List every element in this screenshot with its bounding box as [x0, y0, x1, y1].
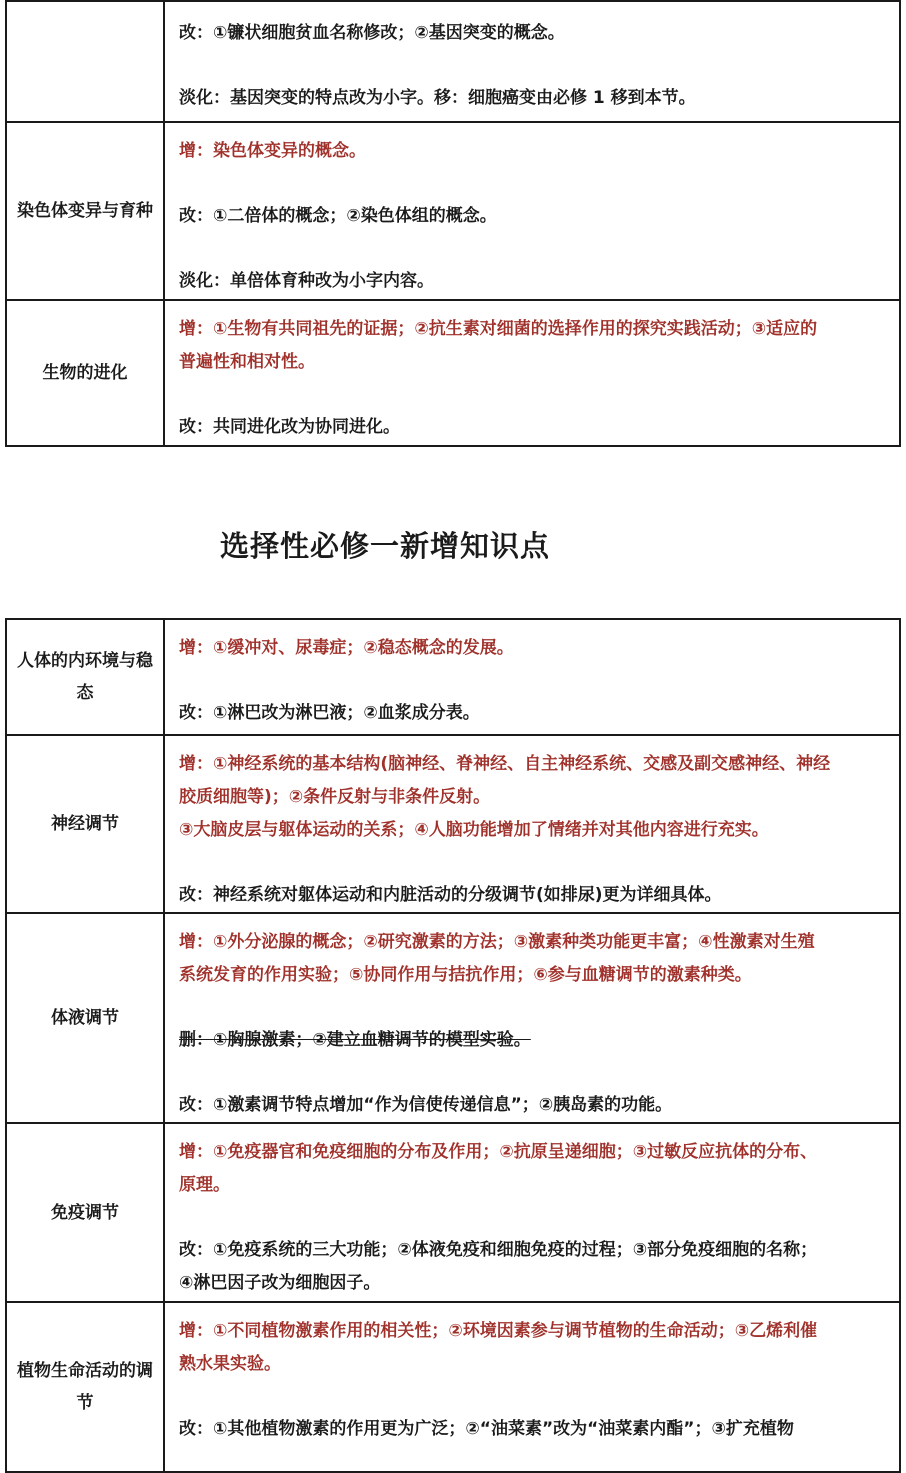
topic-cell: 染色体变异与育种 — [6, 122, 164, 300]
table-row — [6, 619, 900, 735]
table-row — [6, 1123, 900, 1302]
table-row — [6, 300, 900, 446]
added-content-line: 原理。 — [179, 1175, 230, 1195]
table1-body — [6, 1, 900, 446]
spacer — [179, 50, 887, 82]
content-line: 改：①二倍体的概念；②染色体组的概念。 — [179, 206, 497, 226]
spacer — [179, 1057, 887, 1089]
content-cell — [164, 300, 900, 446]
knowledge-table-1 — [5, 0, 901, 447]
spacer — [179, 1202, 887, 1234]
spacer — [179, 992, 887, 1024]
table-row — [6, 913, 900, 1123]
added-content-line: 增：①神经系统的基本结构(脑神经、脊神经、自主神经系统、交感及副交感神经、神经 — [179, 754, 831, 774]
content-line: ④淋巴因子改为细胞因子。 — [179, 1273, 381, 1293]
added-content-line: 增：染色体变异的概念。 — [179, 141, 366, 161]
spacer — [179, 233, 887, 265]
table2-body — [6, 619, 900, 1472]
content-cell — [164, 913, 900, 1123]
added-content-line: ③大脑皮层与躯体运动的关系；④人脑功能增加了情绪并对其他内容进行充实。 — [179, 820, 769, 840]
knowledge-table-2 — [5, 618, 901, 1473]
spacer — [179, 665, 887, 697]
content-cell — [164, 619, 900, 735]
added-content-line: 增：①免疫器官和免疫细胞的分布及作用；②抗原呈递细胞；③过敏反应抗体的分布、 — [179, 1142, 818, 1162]
added-content-line: 系统发育的作用实验；⑤协同作用与拮抗作用；⑥参与血糖调节的激素种类。 — [179, 965, 752, 985]
topic-cell: 体液调节 — [6, 913, 164, 1123]
content-line: 改：①其他植物激素的作用更为广泛；②“油菜素”改为“油菜素内酯”；③扩充植物 — [179, 1419, 794, 1439]
topic-cell: 植物生命活动的调节 — [6, 1302, 164, 1472]
topic-cell: 神经调节 — [6, 735, 164, 913]
content-cell — [164, 1302, 900, 1472]
added-content-line: 熟水果实验。 — [179, 1354, 281, 1374]
topic-cell — [6, 1, 164, 122]
added-content-line: 普遍性和相对性。 — [179, 352, 315, 372]
table-row — [6, 1302, 900, 1472]
table-row — [6, 735, 900, 913]
content-cell — [164, 735, 900, 913]
spacer — [179, 1381, 887, 1413]
content-line: 改：①镰状细胞贫血名称修改；②基因突变的概念。 — [179, 23, 565, 43]
content-line: 淡化：单倍体育种改为小字内容。 — [179, 271, 434, 291]
added-content-line: 增：①缓冲对、尿毒症；②稳态概念的发展。 — [179, 638, 514, 658]
content-cell — [164, 1123, 900, 1302]
content-line: 改：神经系统对躯体运动和内脏活动的分级调节(如排尿)更为详细具体。 — [179, 885, 722, 905]
added-content-line: 增：①外分泌腺的概念；②研究激素的方法；③激素种类功能更丰富；④性激素对生殖 — [179, 932, 815, 952]
content-cell — [164, 1, 900, 122]
content-cell — [164, 122, 900, 300]
spacer — [179, 379, 887, 411]
added-content-line: 胶质细胞等)；②条件反射与非条件反射。 — [179, 787, 491, 807]
topic-cell: 人体的内环境与稳态 — [6, 619, 164, 735]
table-row — [6, 1, 900, 122]
added-content-line: 增：①生物有共同祖先的证据；②抗生素对细菌的选择作用的探究实践活动；③适应的 — [179, 319, 818, 339]
spacer — [179, 168, 887, 200]
content-line: 改：①免疫系统的三大功能；②体液免疫和细胞免疫的过程；③部分免疫细胞的名称； — [179, 1240, 818, 1260]
content-line: 淡化：基因突变的特点改为小字。移：细胞癌变由必修 1 移到本节。 — [179, 88, 696, 108]
added-content-line: 增：①不同植物激素作用的相关性；②环境因素参与调节植物的生命活动；③乙烯利催 — [179, 1321, 818, 1341]
topic-cell: 免疫调节 — [6, 1123, 164, 1302]
content-line: 改：①淋巴改为淋巴液；②血浆成分表。 — [179, 703, 480, 723]
table-row — [6, 122, 900, 300]
content-line: 改：①激素调节特点增加“作为信使传递信息”；②胰岛素的功能。 — [179, 1095, 673, 1115]
topic-cell: 生物的进化 — [6, 300, 164, 446]
spacer — [179, 847, 887, 879]
content-line: 删：①胸腺激素；②建立血糖调节的模型实验。 — [179, 1030, 531, 1050]
section-title: 选择性必修一新增知识点 — [219, 529, 550, 563]
content-line: 改：共同进化改为协同进化。 — [179, 417, 400, 437]
